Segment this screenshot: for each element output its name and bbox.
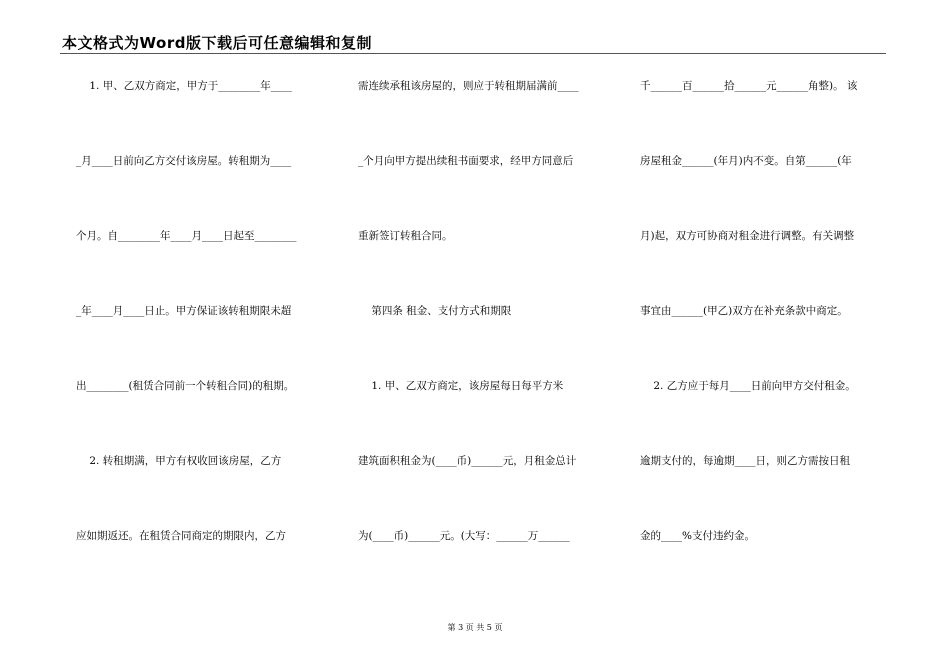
text-line: 为(____币)______元。(大写：______万______: [358, 530, 570, 542]
text-line: 千______百______拾______元______角整)。 该: [640, 80, 858, 92]
text-line: 个月。自________年____月____日起至________: [76, 230, 297, 242]
text-line: 月)起，双方可协商对租金进行调整。有关调整: [640, 230, 855, 242]
text-line: 房屋租金______(年月)内不变。自第______(年: [640, 155, 852, 167]
text-line: 重新签订转租合同。: [358, 230, 453, 242]
text-line: 出________(租赁合同前一个转租合同)的租期。: [76, 380, 295, 392]
text-line: 事宜由______(甲乙)双方在补充条款中商定。: [640, 305, 848, 317]
section-heading: 第四条 租金、支付方式和期限: [358, 305, 512, 317]
document-header-title: 本文格式为Word版下载后可任意编辑和复制: [62, 34, 372, 52]
text-line: 2. 转租期满，甲方有权收回该房屋，乙方: [76, 455, 282, 467]
text-line: 需连续承租该房屋的，则应于转租期届满前____: [358, 80, 579, 92]
header-divider: [60, 53, 886, 54]
text-line: 应如期返还。在租赁合同商定的期限内，乙方: [76, 530, 286, 542]
text-line: _个月向甲方提出续租书面要求，经甲方同意后: [358, 155, 574, 167]
text-line: 建筑面积租金为(____币)______元，月租金总计: [358, 455, 577, 467]
text-line: 1. 甲、乙双方商定，甲方于________年____: [76, 80, 292, 92]
text-line: 金的____%支付违约金。: [640, 530, 755, 542]
text-line: 逾期支付的，每逾期____日，则乙方需按日租: [640, 455, 850, 467]
page-number: 第 3 页 共 5 页: [447, 623, 503, 632]
text-line: 2. 乙方应于每月____日前向甲方交付租金。: [640, 380, 856, 392]
text-line: _年____月____日止。甲方保证该转租期限未超: [76, 305, 292, 317]
text-line: _月____日前向乙方交付该房屋。转租期为____: [76, 155, 292, 167]
text-line: 1. 甲、乙双方商定，该房屋每日每平方米: [358, 380, 564, 392]
